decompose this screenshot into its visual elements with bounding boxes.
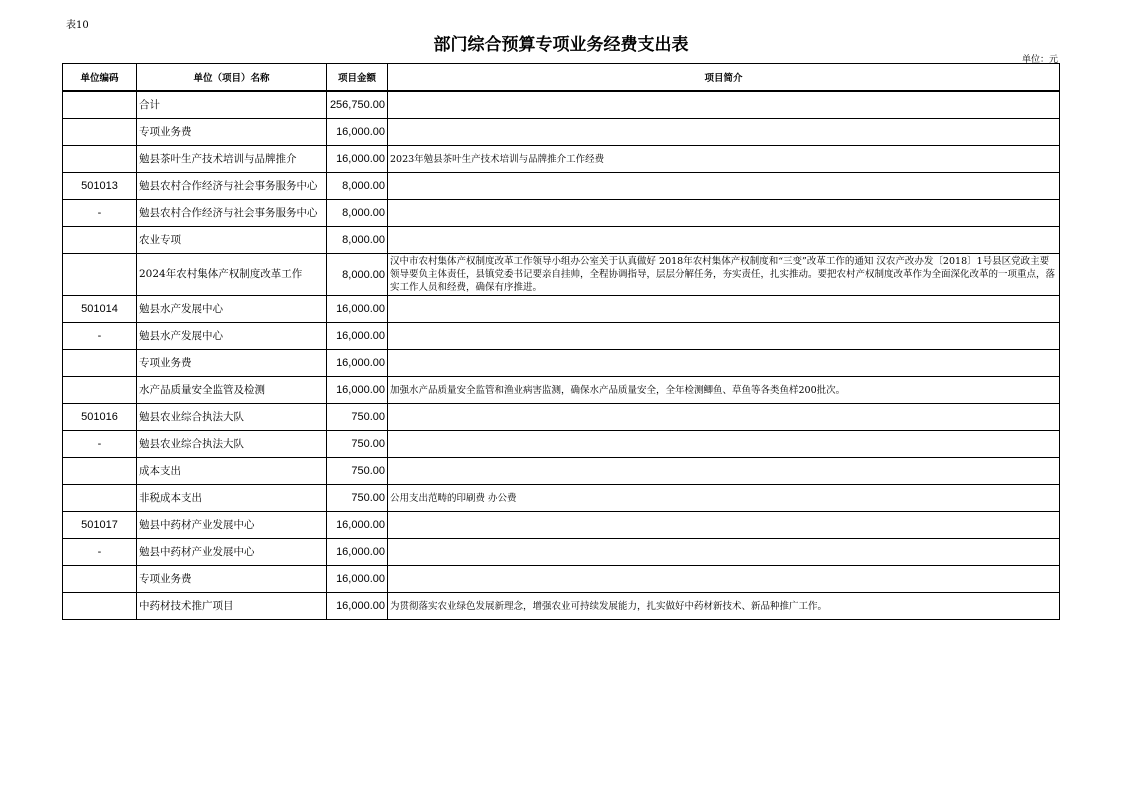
description-cell (388, 91, 1060, 119)
unit-code-cell (63, 458, 137, 485)
amount-cell: 16,000.00 (327, 119, 388, 146)
amount-cell: 16,000.00 (327, 350, 388, 377)
description-cell: 汉中市农村集体产权制度改革工作领导小组办公室关于认真做好 2018年农村集体产权制度和“三变”改革工作的通知 汉农产改办发〔2018〕1号县区党政主要领导要负主体责任，县镇党委书记要亲自挂帅，全程协调指导，层层分解任务，夯实责任，扎实推动。要把农村产权制度改革作为全面深化改革的一项重点，落实工作人员和经费，确保有序推进。 (388, 254, 1060, 296)
description-cell: 为贯彻落实农业绿色发展新理念，增强农业可持续发展能力，扎实做好中药材新技术、新品种推广工作。 (388, 593, 1060, 620)
amount-cell: 8,000.00 (327, 200, 388, 227)
amount-cell: 16,000.00 (327, 296, 388, 323)
unit-name-cell: 勉县茶叶生产技术培训与品牌推介 (137, 146, 327, 173)
unit-name-cell: 中药材技术推广项目 (137, 593, 327, 620)
description-cell (388, 566, 1060, 593)
unit-code-cell (63, 566, 137, 593)
table-row (63, 404, 1060, 431)
description-cell (388, 350, 1060, 377)
description-cell: 加强水产品质量安全监管和渔业病害监测，确保水产品质量安全，全年检测鲫鱼、草鱼等各类鱼样200批次。 (388, 377, 1060, 404)
unit-code-cell: - (63, 431, 137, 458)
table-row (63, 323, 1060, 350)
table-row (63, 458, 1060, 485)
unit-code-cell: - (63, 200, 137, 227)
description-cell (388, 431, 1060, 458)
table-row (63, 350, 1060, 377)
unit-name-cell: 专项业务费 (137, 350, 327, 377)
amount-cell: 16,000.00 (327, 566, 388, 593)
table-row (63, 146, 1060, 173)
description-cell (388, 458, 1060, 485)
amount-cell: 8,000.00 (327, 173, 388, 200)
description-cell (388, 296, 1060, 323)
unit-name-cell: 合计 (137, 91, 327, 119)
unit-name-cell: 水产品质量安全监管及检测 (137, 377, 327, 404)
table-row (63, 566, 1060, 593)
amount-cell: 16,000.00 (327, 512, 388, 539)
amount-cell: 750.00 (327, 485, 388, 512)
page-title: 部门综合预算专项业务经费支出表 (433, 35, 689, 55)
unit-code-cell (63, 91, 137, 119)
unit-code-cell: 501013 (63, 173, 137, 200)
unit-name-cell: 非税成本支出 (137, 485, 327, 512)
unit-name-cell: 专项业务费 (137, 119, 327, 146)
table-row (63, 254, 1060, 296)
description-cell (388, 119, 1060, 146)
table-row (63, 431, 1060, 458)
table-row (63, 539, 1060, 566)
unit-code-cell (63, 227, 137, 254)
unit-code-cell: 501016 (63, 404, 137, 431)
table-row (63, 377, 1060, 404)
unit-name-cell: 勉县中药材产业发展中心 (137, 539, 327, 566)
unit-label: 单位：元 (1021, 55, 1058, 65)
unit-name-cell: 专项业务费 (137, 566, 327, 593)
unit-name-cell: 勉县农村合作经济与社会事务服务中心 (137, 200, 327, 227)
unit-name-cell: 勉县农业综合执法大队 (137, 404, 327, 431)
header-description: 项目简介 (388, 64, 1060, 92)
unit-name-cell: 勉县水产发展中心 (137, 296, 327, 323)
table-row (63, 91, 1060, 119)
description-cell (388, 200, 1060, 227)
unit-name-cell: 2024年农村集体产权制度改革工作 (137, 254, 327, 296)
unit-name-cell: 勉县水产发展中心 (137, 323, 327, 350)
unit-code-cell: - (63, 323, 137, 350)
description-cell (388, 323, 1060, 350)
unit-code-cell (63, 485, 137, 512)
table-header-row (63, 64, 1060, 92)
amount-cell: 750.00 (327, 458, 388, 485)
header-amount: 项目金额 (327, 64, 388, 92)
amount-cell: 750.00 (327, 404, 388, 431)
description-cell (388, 404, 1060, 431)
amount-cell: 16,000.00 (327, 539, 388, 566)
description-cell: 公用支出范畴的印刷费 办公费 (388, 485, 1060, 512)
unit-code-cell (63, 146, 137, 173)
unit-name-cell: 勉县农业综合执法大队 (137, 431, 327, 458)
amount-cell: 8,000.00 (327, 254, 388, 296)
amount-cell: 16,000.00 (327, 146, 388, 173)
unit-code-cell (63, 350, 137, 377)
unit-name-cell: 勉县中药材产业发展中心 (137, 512, 327, 539)
amount-cell: 16,000.00 (327, 593, 388, 620)
header-unit-code: 单位编码 (63, 64, 137, 92)
amount-cell: 8,000.00 (327, 227, 388, 254)
table-row (63, 173, 1060, 200)
table-row (63, 512, 1060, 539)
table-row (63, 485, 1060, 512)
amount-cell: 750.00 (327, 431, 388, 458)
unit-code-cell (63, 377, 137, 404)
table-number: 表10 (66, 20, 89, 31)
description-cell (388, 227, 1060, 254)
unit-code-cell: 501017 (63, 512, 137, 539)
unit-code-cell: 501014 (63, 296, 137, 323)
table-row (63, 200, 1060, 227)
table-row (63, 296, 1060, 323)
amount-cell: 256,750.00 (327, 91, 388, 119)
unit-code-cell: - (63, 539, 137, 566)
description-cell (388, 512, 1060, 539)
unit-code-cell (63, 254, 137, 296)
unit-name-cell: 勉县农村合作经济与社会事务服务中心 (137, 173, 327, 200)
description-cell: 2023年勉县茶叶生产技术培训与品牌推介工作经费 (388, 146, 1060, 173)
description-cell (388, 173, 1060, 200)
amount-cell: 16,000.00 (327, 377, 388, 404)
header-unit-name: 单位（项目）名称 (137, 64, 327, 92)
unit-code-cell (63, 119, 137, 146)
table-row (63, 227, 1060, 254)
unit-code-cell (63, 593, 137, 620)
budget-table (62, 63, 1060, 620)
unit-name-cell: 农业专项 (137, 227, 327, 254)
table-row (63, 119, 1060, 146)
amount-cell: 16,000.00 (327, 323, 388, 350)
unit-name-cell: 成本支出 (137, 458, 327, 485)
description-cell (388, 539, 1060, 566)
table-row (63, 593, 1060, 620)
